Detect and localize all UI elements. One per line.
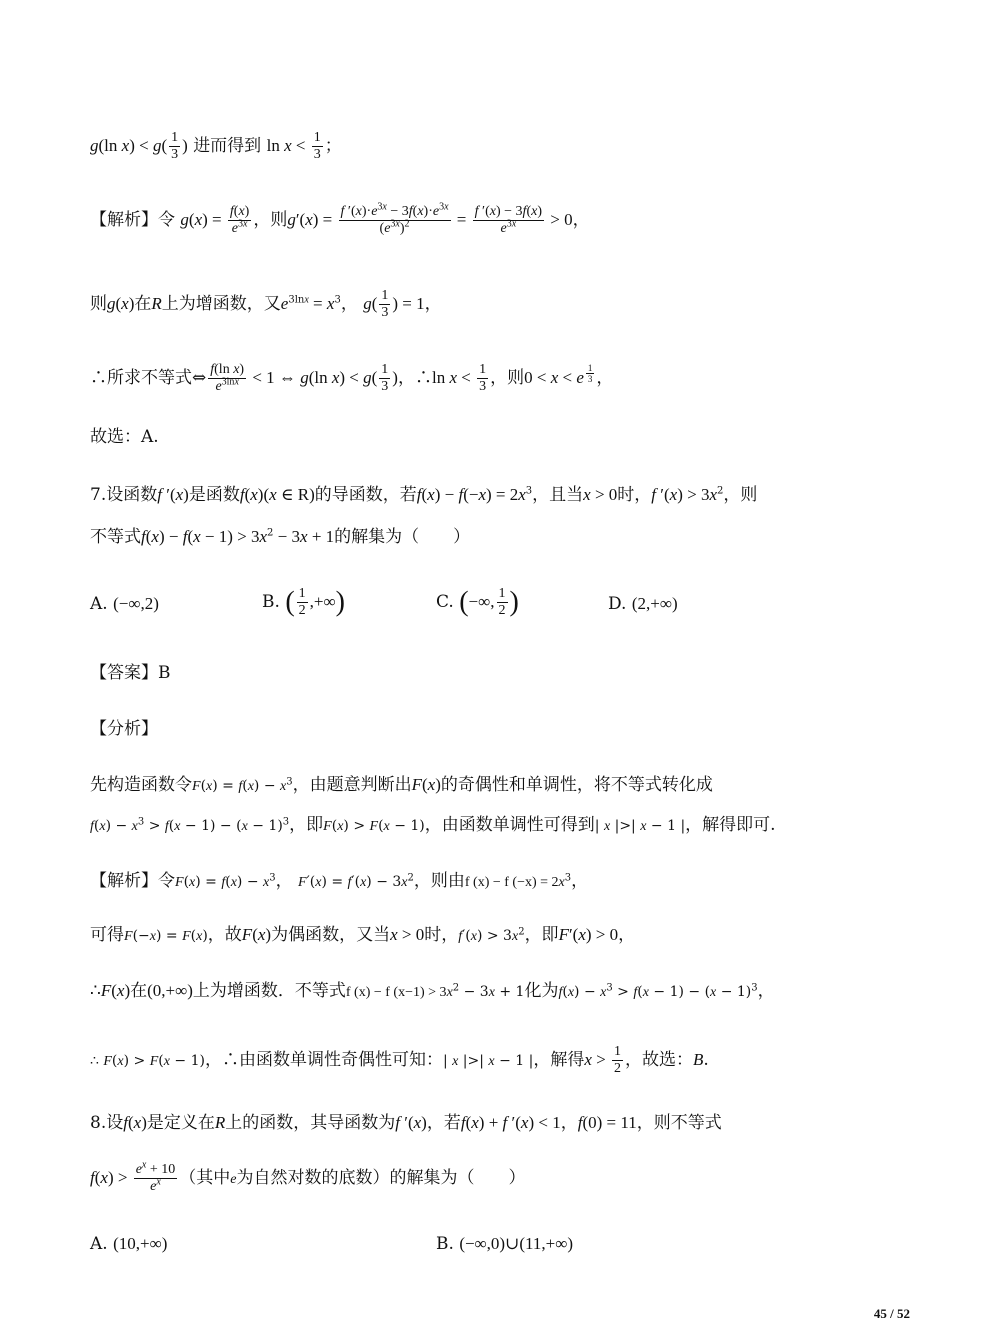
option-b[interactable]: B. ( $\frac{1}{2}$ ,+∞)	[262, 586, 345, 618]
question-8-line-1: 8.设f(x)是定义在R上的函数，其导函数为f ′(x)，若f(x) + f ′(x) < 1，f(0) = 11，则不等式	[90, 1113, 722, 1133]
label: 进而得到	[193, 136, 262, 156]
solution-line-1: 【解析】令$F(x) = f(x) - x^3$， $F'(x) = f'(x) - 3x^2$，则由f (x) − f $(-x) = 2x^3$，	[90, 871, 589, 891]
section-tag: 【解析】	[90, 210, 158, 230]
solution-line-3: ∴F(x)在(0,+∞)上为增函数．不等式f (x) − f $(x-1) > 3x^2 - 3x + 1$化为$f(x) - x^3 > f(x - 1) - (x - 1)^3$，	[90, 981, 775, 1001]
text-line-2: 【解析】令 g(x) = $\frac{f(x)}{e^{3x}}$ ，则g′(x) = $\frac{f '(x)\cdot e^{3x} - 3f(x)\cdot e^{3x}}{(e^{3x})^2}$ = $\frac{f '(x) - 3f(x)}{e^{3x}}$ > 0，	[90, 201, 590, 236]
question-7-line-1: 7.设函数f ′(x)是函数f(x)(x ∈ R)的导函数，若$f(x) - f(-x) = 2x^3$，且当x > 0时，f $'(x) > 3x^2$，则	[90, 485, 758, 505]
text-line-4: ∴所求不等式⇔ $\frac{\text{f(ln x)}}{e^{3lnx}}$ < 1 ⇔ g(ln x) < g( $\frac{1}{3}$ )，∴ln x < $\frac{1}{3}$ ，则0 < x < e $^{\frac{1}{3}}$ ，	[90, 362, 614, 394]
solution-line-4: ∴ F(x) > F(x − 1)，∴由函数单调性奇偶性可知：| x |>| x − 1 |，解得x > $\frac{1}{2}$ ，故选：B.	[90, 1044, 709, 1076]
question-7-line-2: 不等式$f(x) - f(x - 1) > 3x^2 - 3x + 1$的解集为（ ）	[90, 527, 471, 547]
text-line-3: 则g(x)在R上为增函数，又$e^{3lnx} = x^3$， g( $\frac{1}{3}$ ) = 1，	[90, 288, 442, 320]
option-d[interactable]: D. (2,+∞)	[608, 594, 678, 614]
text-line-5: 故选：A.	[90, 427, 159, 447]
analysis-line-2: $f(x) - x^3 > f(x - 1) - (x - 1)^3$，即F(x) > F(x − 1)，由函数单调性可得到| x |>| x − 1 |，解得即可.	[90, 815, 776, 835]
analysis-tag: 【分析】	[90, 719, 158, 739]
analysis-line-1: 先构造函数令$F(x) = f(x) - x^3$，由题意判断出F(x)的奇偶性和单调性，将不等式转化成	[90, 775, 713, 795]
option-8-b[interactable]: B. (−∞,0)∪(11,+∞)	[436, 1234, 573, 1254]
text-line-1: g(ln x) < g( $\frac{1}{3}$ ) 进而得到 ln x < $\frac{1}{3}$ ；	[90, 130, 342, 162]
option-8-a[interactable]: A. (10,+∞)	[90, 1234, 168, 1254]
option-a[interactable]: A. (−∞,2)	[90, 594, 159, 614]
question-8-line-2: f(x) > $\frac{e^x + 10}{e^x}$ （其中e为自然对数的底数）的解集为（ ）	[90, 1159, 526, 1194]
option-c[interactable]: C. (−∞, $\frac{1}{2}$ )	[436, 586, 519, 618]
answer: 【答案】B	[90, 663, 171, 683]
solution-line-2: 可得F(−x) = F(x)，故F(x)为偶函数，又当x > 0时，$f'(x) > 3x^2$，即F′(x) > 0，	[90, 925, 636, 945]
page-number: 45 / 52	[873, 1306, 910, 1321]
